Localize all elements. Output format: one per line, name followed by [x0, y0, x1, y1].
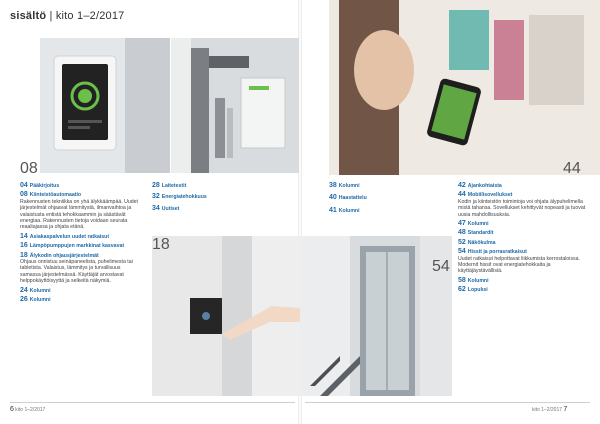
thermostat-illustration: [40, 38, 170, 173]
toc-entry[interactable]: [458, 221, 594, 227]
toc-entry[interactable]: [458, 249, 594, 275]
toc-entry-number: 26: [20, 296, 28, 304]
toc-entry-title: Lämpöpumppujen markkinat kasvavat: [29, 243, 125, 250]
toc-entry[interactable]: [329, 208, 444, 214]
toc-entry-title: Energiatehokkuus: [161, 194, 207, 201]
toc-entry[interactable]: [458, 287, 594, 293]
stairs-photo: [300, 236, 452, 396]
toc-entry-title: Laitetestit: [161, 183, 187, 189]
toc-entry-number: 47: [458, 220, 466, 228]
stairs-page-number: 54: [432, 258, 450, 275]
toc-entry[interactable]: [20, 192, 142, 230]
toc-entry-number: 42: [458, 182, 466, 189]
toc-entry-number: 34: [152, 204, 160, 212]
toc-entry-number: 14: [20, 232, 28, 240]
toc-entry[interactable]: [20, 297, 142, 303]
toc-entry[interactable]: [20, 253, 142, 285]
left-footer-label: kito 1–2/2017: [15, 407, 46, 413]
toc-entry-title: Haastattelu: [338, 195, 367, 202]
footer-rule-left: [10, 402, 295, 403]
toc-entry-title: Kolumni: [29, 297, 51, 304]
footer-rule-right: [305, 402, 590, 403]
toc-entry-number: 16: [20, 242, 28, 250]
left-page-number: 6: [10, 406, 14, 413]
wallpanel-illustration: [152, 236, 300, 396]
toc-entry[interactable]: [20, 183, 142, 189]
toc-entry[interactable]: [20, 234, 142, 240]
right-page-number: 7: [563, 406, 568, 413]
wallpanel-photo: [152, 236, 300, 396]
toc-entry-title: Kolumni: [467, 277, 489, 284]
toc-entry-number: 41: [329, 206, 337, 214]
phone-app-illustration: [329, 0, 600, 175]
toc-entry-title: Pääkirjoitus: [29, 183, 60, 189]
toc-entry-number: 38: [329, 182, 337, 189]
toc-entry-title: Näkökulma: [467, 239, 496, 246]
toc-column-1: [20, 183, 142, 304]
toc-entry-title: Kolumni: [29, 287, 51, 294]
toc-entry[interactable]: [152, 183, 294, 189]
toc-entry-description: Kodin ja kiinteistön toimintoja voi ohjata älypuhelimella mistä tahansa. Sovellukset kehittyvät nopeasti ja tuovat uusia mahdollisuuksia.: [458, 198, 586, 218]
phone-app-photo: [329, 0, 600, 175]
toc-column-3: [329, 183, 444, 214]
toc-entry[interactable]: [152, 194, 294, 200]
toc-entry-title: Kiinteistöautomaatio: [29, 192, 82, 199]
toc-entry-title: Asiakaspalvelun uudet ratkaisut: [29, 233, 110, 240]
toc-entry-number: 18: [20, 251, 28, 259]
toc-entry-number: 08: [20, 191, 28, 199]
toc-entry-title: Ajankohtaista: [467, 183, 502, 189]
title-separator: |: [46, 10, 56, 22]
phone-page-number: 44: [563, 160, 581, 177]
toc-entry-title: Lopuksi: [467, 287, 488, 294]
toc-entry-number: 04: [20, 182, 28, 189]
right-footer-label: kito 1–2/2017: [532, 407, 563, 413]
issue-label: kito 1–2/2017: [55, 10, 125, 22]
toc-entry[interactable]: [458, 278, 594, 284]
toc-entry-title: Kolumni: [338, 183, 360, 189]
footer-left: [10, 406, 45, 413]
footer-right: [532, 406, 567, 413]
toc-entry[interactable]: [458, 183, 594, 189]
page-title: [10, 10, 124, 22]
toc-entry-title: Mobiilisovellukset: [467, 192, 513, 199]
toc-entry[interactable]: [152, 206, 294, 212]
toc-entry-number: 44: [458, 191, 466, 199]
toc-entry-title: Hissit ja porrasratkaisut: [467, 249, 527, 256]
toc-entry-number: 54: [458, 248, 466, 256]
toc-entry-number: 28: [152, 182, 160, 189]
toc-entry-title: Uutiset: [161, 205, 180, 212]
toc-entry-number: 58: [458, 276, 466, 284]
toc-entry-number: 62: [458, 286, 466, 294]
stairs-illustration: [300, 236, 452, 396]
thermostat-photo: [40, 38, 170, 173]
toc-entry[interactable]: [329, 195, 444, 201]
toc-entry-title: Älykodin ohjausjärjestelmät: [29, 252, 99, 259]
toc-entry-number: 32: [152, 193, 160, 201]
heatpump-photo: [171, 38, 299, 173]
thermostat-page-number: 08: [20, 160, 38, 177]
wallpanel-page-number: 18: [152, 236, 170, 253]
toc-entry[interactable]: [329, 183, 444, 189]
toc-column-4: [458, 183, 594, 294]
toc-entry-title: Kolumni: [467, 221, 489, 228]
toc-entry-number: 48: [458, 229, 466, 237]
toc-entry[interactable]: [458, 240, 594, 246]
section-label: sisältö: [10, 10, 47, 22]
toc-entry-title: Standardit: [467, 230, 494, 237]
toc-entry-title: Kolumni: [338, 207, 360, 214]
toc-entry[interactable]: [20, 243, 142, 249]
toc-entry-number: 52: [458, 238, 466, 246]
heatpump-illustration: [171, 38, 299, 173]
toc-entry-description: Uudet ratkaisut helpottavat liikkumista kerrostaloissa. Modernit hissit ovat energiatehokkaita ja käyttäjäystävällisiä.: [458, 255, 580, 275]
toc-entry-number: 24: [20, 286, 28, 294]
toc-entry-number: 40: [329, 194, 337, 202]
toc-entry-description: Rakennusten tekniikka on yhä älykkäämpää. Uudet järjestelmät ohjaavat lämmitystä, ilmanvaihtoa ja valaistusta entistä tehokkaammin ja säästävät energiaa. Rakennusten tietoja voidaan seurata reaaliajassa ja ohjata etänä.: [20, 198, 138, 231]
toc-entry[interactable]: [458, 230, 594, 236]
toc-entry[interactable]: [20, 288, 142, 294]
toc-entry[interactable]: [458, 192, 594, 218]
toc-column-2: [152, 183, 294, 212]
toc-entry-description: Ohjaus onnistuu seinäpaneelista, puhelimesta tai tabletista. Valaistus, lämmitys ja turvallisuus samassa järjestelmässä. Käyttäjät arvostavat helppokäyttöisyyttä ja selkeitä näkymiä.: [20, 259, 133, 285]
